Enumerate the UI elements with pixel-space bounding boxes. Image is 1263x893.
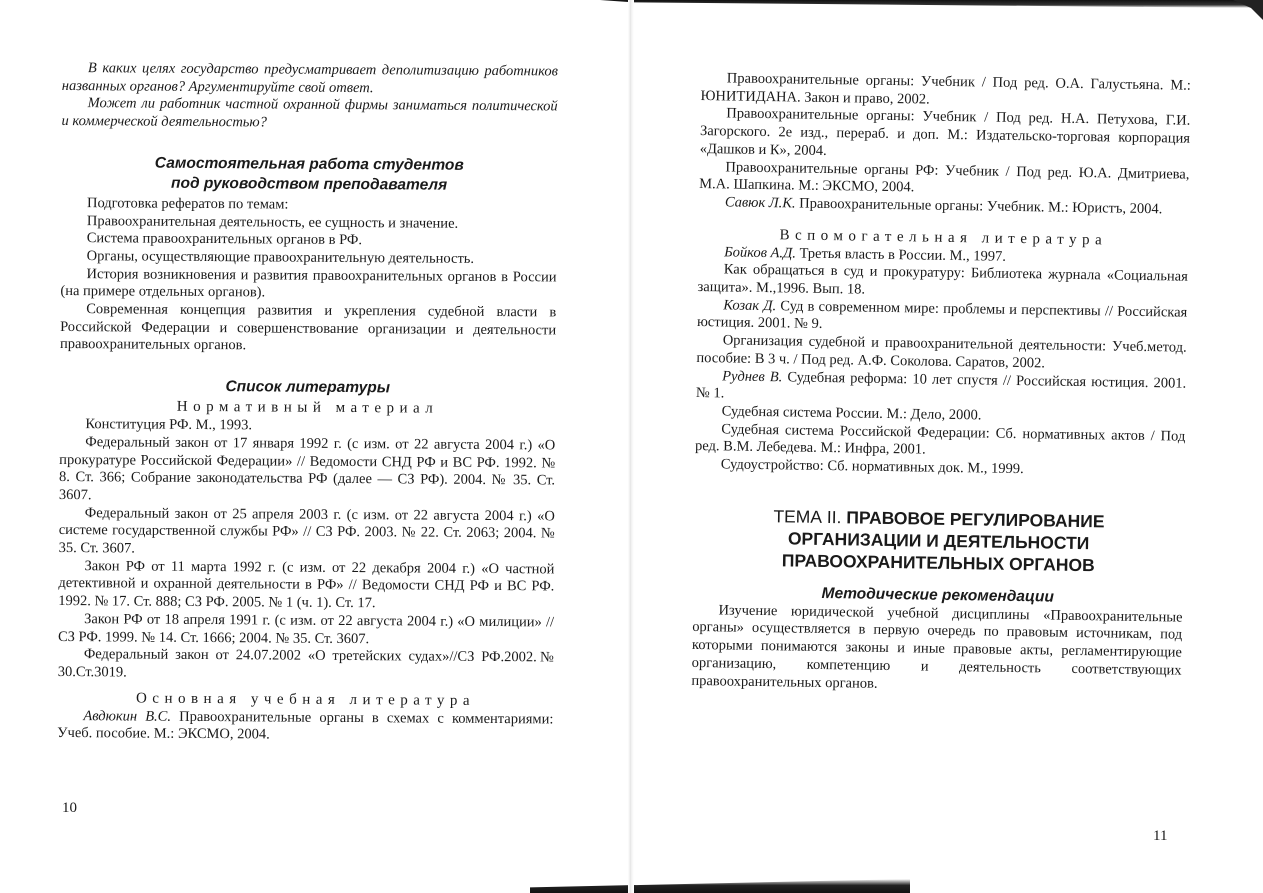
aux-item-text: Судебная система России. М.: Дело, 2000. xyxy=(721,403,982,424)
aux-item-author: Козак Д. xyxy=(723,297,777,314)
aux-item-author: Руднев В. xyxy=(722,367,783,385)
aux-item-text: Третья власть в России. М., 1997. xyxy=(795,245,1007,265)
question-1: В каких целях государство предусматривает деполитизацию работников названных органов? Аргументируйте свой ответ. xyxy=(61,60,558,96)
topic-2: Система правоохранительных органов в РФ. xyxy=(86,230,363,249)
aux-item-text: Судебная система Российской Федерации: Сб. нормативных актов / Под ред. В.М. Лебедева. М.: Инфра, 2001. xyxy=(694,421,1186,458)
normative-item-1: Конституция РФ. М., 1993. xyxy=(85,416,253,434)
literature-heading: Список литературы xyxy=(225,378,391,397)
self-work-heading-line1: Самостоятельная работа студентов xyxy=(154,154,464,174)
page-number-right: 11 xyxy=(1153,828,1168,844)
main-item-1-author: Авдюкин В.С. xyxy=(83,707,172,725)
aux-item-text: Судебная реформа: 10 лет спустя // Российская юстиция. 2001. № 1. xyxy=(695,368,1187,402)
theme-title-line2: ОРГАНИЗАЦИИ И ДЕЯТЕЛЬНОСТИ xyxy=(787,528,1090,553)
aux-literature-list xyxy=(695,244,1189,482)
methodical-text: Изучение юридической учебной дисциплины «Правоохранительные органы» осуществляется в первую очередь по правовым источникам, под которыми понимаются законы и иные правовые акты, регламентирующие организацию, компетенцию и деятельность соответствующих правоохранительных органов. xyxy=(691,602,1183,692)
right-column xyxy=(691,70,1191,698)
aux-item-text: Суд в современном мире: проблемы и перспективы // Российская юстиция. 2001. № 9. xyxy=(696,297,1188,333)
main-item-3: Правоохранительные органы: Учебник / Под ред. Н.А. Петухова, Г.И. Загорского. 2е изд., перераб. и доп. М.: Издательско-торговая корпорация «Дашков и К», 2004. xyxy=(699,105,1191,159)
main-item-2: Правоохранительные органы: Учебник / Под ред. О.А. Галустьяна. М.: ЮНИТИДАНА. Закон и право, 2002. xyxy=(700,70,1191,108)
left-column xyxy=(57,60,558,747)
topic-3: Органы, осуществляющие правоохранительную деятельность. xyxy=(86,248,475,267)
main-item-1-text: Правоохранительные органы в схемах с комментариями: Учеб. пособие. М.: ЭКСМО, 2004. xyxy=(57,708,554,743)
main-item-1 xyxy=(57,708,553,747)
theme-line1: ПРАВОВОЕ РЕГУЛИРОВАНИЕ xyxy=(846,507,1105,532)
normative-item-5: Закон РФ от 18 апреля 1991 г. (с изм. от 22 августа 2004 г.) «О милиции» // СЗ РФ. 1999. № 14. Ст. 1666; 2004. № 35. Ст. 3607. xyxy=(57,611,555,647)
normative-item-4: Закон РФ от 11 марта 1992 г. (с изм. от 22 декабря 2004 г.) «О частной детективной и охранной деятельности в РФ» // Ведомости СНД РФ и ВС РФ. 1992. № 17. Ст. 888; СЗ РФ. 2005. № 1 (ч. 1). Ст. 17. xyxy=(58,557,555,612)
main-item-5-text: Правоохранительные органы: Учебник. М.: Юристъ, 2004. xyxy=(795,195,1163,218)
page-number-left: 10 xyxy=(62,800,77,816)
topic-5: Современная концепция развития и укрепления судебной власти в Российской Федерации и совершенствование организации и деятельности правоохранительных органов. xyxy=(59,301,557,354)
left-page xyxy=(0,0,631,893)
topic-4: История возникновения и развития правоохранительных органов в России (на примере отдельных органов). xyxy=(60,265,557,301)
aux-item-text: Как обращаться в суд и прокуратуру: Библиотека журнала «Социальная защита». М.,1996. Вып. 18. xyxy=(697,261,1188,298)
theme-title-line3: ПРАВООХРАНИТЕЛЬНЫХ ОРГАНОВ xyxy=(781,550,1095,576)
self-work-intro: Подготовка рефератов по темам: xyxy=(86,194,289,213)
methodical-heading: Методические рекомендации xyxy=(821,584,1055,606)
main-literature-heading: Основная учебная литература xyxy=(135,690,476,709)
right-page xyxy=(631,0,1263,893)
normative-item-2: Федеральный закон от 17 января 1992 г. (с изм. от 22 августа 2004 г.) «О прокуратуре Российской Федерации» // Ведомости СНД РФ и ВС РФ. 1992. № 8. Ст. 366; Собрание законодательства РФ (далее — СЗ РФ). 2004. № 35. Ст. 3607. xyxy=(58,434,556,504)
normative-item-3: Федеральный закон от 25 апреля 2003 г. (с изм. от 22 августа 2004 г.) «О системе государственной службы РФ» // СЗ РФ. 2003. № 22. Ст. 2063; 2004. № 35. Ст. 3607. xyxy=(58,504,555,557)
question-2: Может ли работник частной охранной фирмы заниматься политической и коммерческой деятельностью? xyxy=(61,95,558,131)
aux-item-text: Организация судебной и правоохранительной деятельности: Учеб.метод. пособие: В 3 ч. / Под ред. А.Ф. Соколова. Саратов, 2002. xyxy=(696,332,1187,372)
aux-literature-heading: Вспомогательная литература xyxy=(779,226,1108,249)
main-item-5-author: Савюк Л.К. xyxy=(724,194,796,212)
self-work-heading-line2: под руководством преподавателя xyxy=(171,174,448,194)
theme-prefix: ТЕМА II. xyxy=(773,505,847,528)
aux-item-author: Бойков А.Д. xyxy=(724,244,797,262)
normative-item-6: Федеральный закон от 24.07.2002 «О третейских судах»//СЗ РФ.2002.№ 30.Ст.3019. xyxy=(57,646,554,681)
normative-heading: Нормативный материал xyxy=(176,398,439,417)
topic-1: Правоохранительная деятельность, ее сущность и значение. xyxy=(86,212,459,232)
main-item-4: Правоохранительные органы РФ: Учебник / Под ред. Ю.А. Дмитриева, М.А. Шапкина. М.: ЭКСМО, 2004. xyxy=(699,158,1190,196)
aux-item-text: Судоустройство: Сб. нормативных док. М., 1999. xyxy=(720,456,1024,478)
